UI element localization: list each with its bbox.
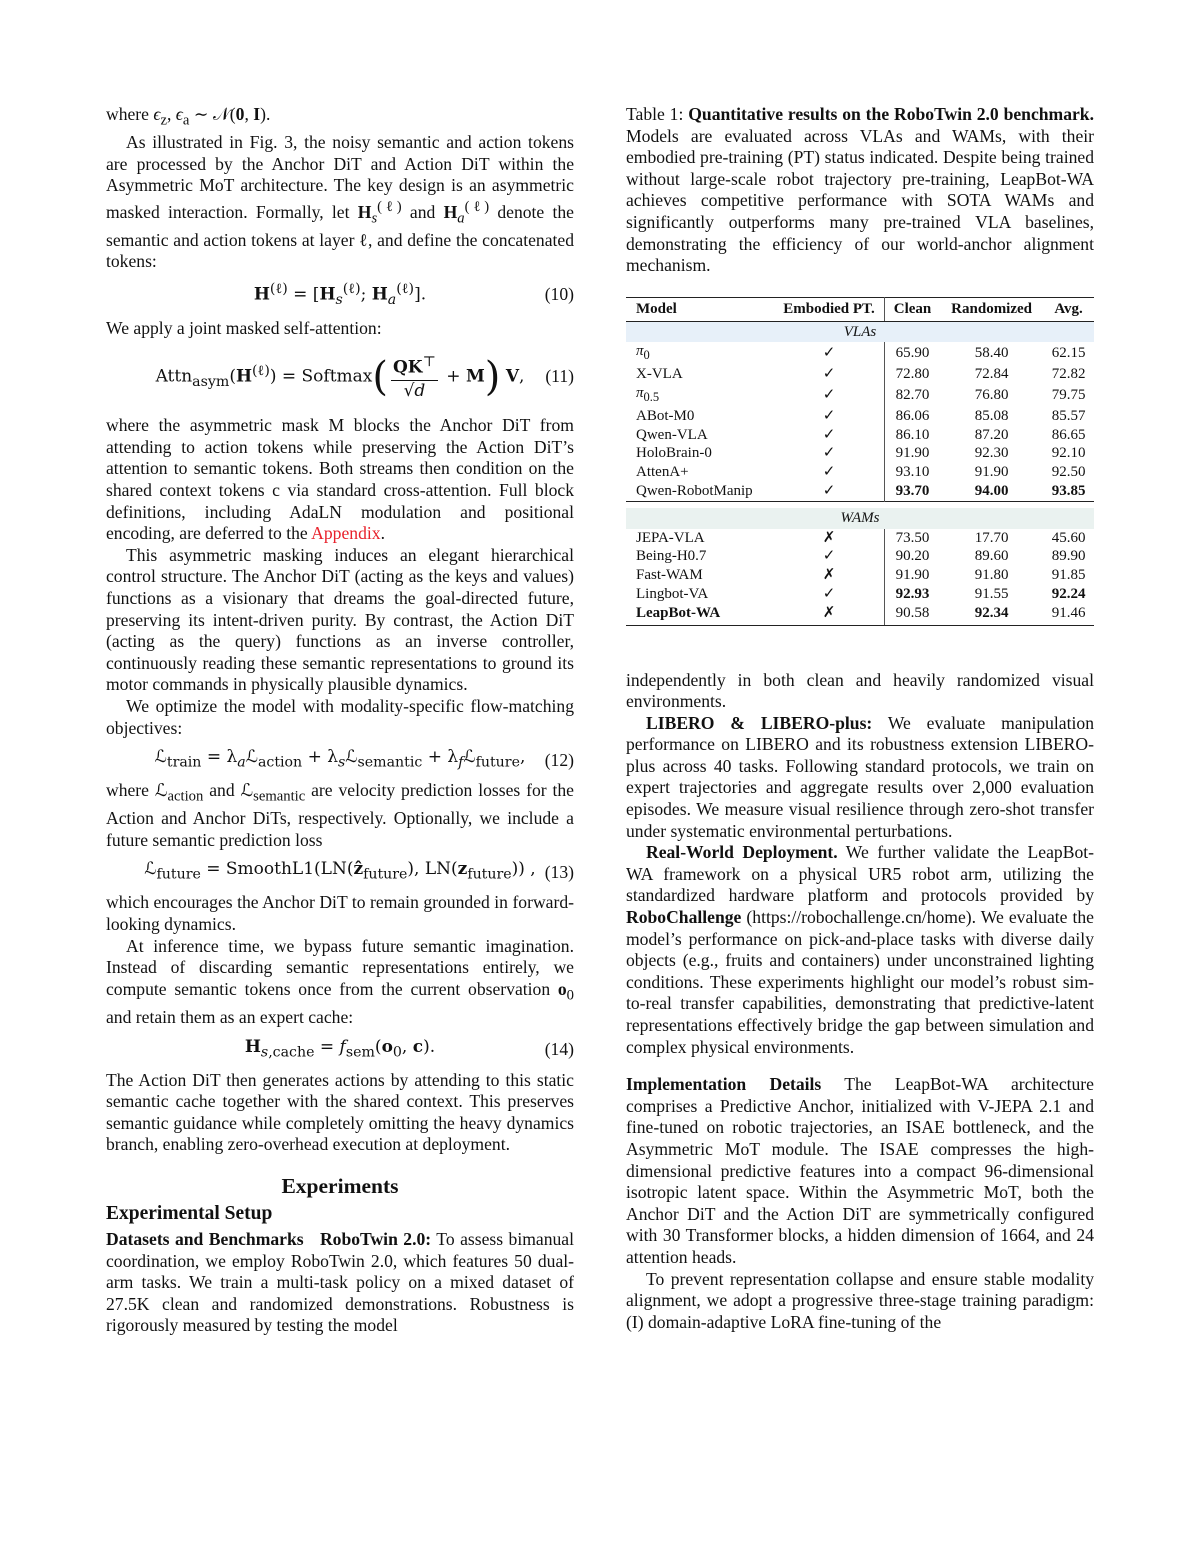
cell-randomized: 72.84 [974, 366, 1009, 383]
cell-model: X-VLA [636, 366, 683, 383]
equation-number: (14) [544, 1039, 574, 1060]
table-row [626, 482, 1094, 501]
equation-number: (10) [544, 284, 574, 305]
cell-embodied-pt: ✓ [774, 384, 885, 407]
cell-embodied-pt: ✗ [774, 566, 885, 585]
cell-clean: 91.90 [895, 567, 930, 584]
results-table [626, 297, 1094, 626]
cell-embodied-pt: ✓ [774, 407, 885, 426]
cell-avg: 92.10 [1051, 445, 1086, 462]
cell-randomized: 92.34 [940, 604, 1043, 625]
table-row [626, 529, 1094, 548]
cell-avg: 91.85 [1051, 567, 1086, 584]
cell-embodied-pt: ✗ [774, 604, 885, 625]
cell-avg: 85.57 [1051, 407, 1086, 424]
right-column [626, 104, 1094, 1333]
para-inference: At inference time, we bypass future semantic imagination. Instead of discarding semantic representations entirely, we compute semantic tokens once from the current observation $o_0$ and retain them as an expert cache: [106, 935, 574, 1027]
section-heading-experiments: Experiments [281, 1173, 399, 1198]
cell-randomized: 76.80 [974, 386, 1009, 403]
para-noise-definition: where $\epsilon_z$, $\epsilon_a$ ∼ 𝒩(0, I). [106, 104, 271, 129]
cell-randomized: 87.20 [974, 426, 1009, 443]
cell-randomized: 94.00 [974, 482, 1009, 499]
cell-model: $\pi_0$ [636, 343, 650, 363]
cell-randomized: 91.55 [974, 585, 1009, 602]
para-implementation: Implementation Details The LeapBot-WA architecture comprises a Predictive Anchor, initialized with V-JEPA 2.1 and fine-tuned on robotic trajectories, an ISAE bottleneck, and the Asymmetric MoT module. The ISAE compresses the high-dimensional predictive features into a compact 96-dimensional isotropic latent space. Within the Asymmetric MoT, both the Anchor DiT and the Action DiT are symmetrically configured with 30 Transformer blocks, a hidden dimension of 1664, and 24 attention heads. [626, 1074, 1094, 1267]
para-grounded-dynamics: which encourages the Anchor DiT to remain grounded in forward-looking dynamics. [106, 892, 574, 935]
cell-clean: 90.20 [895, 548, 930, 565]
cell-randomized: 91.80 [974, 567, 1009, 584]
cell-model: Being-H0.7 [636, 548, 707, 565]
cell-model: $\pi_{0.5}$ [636, 384, 660, 404]
para-libero: LIBERO & LIBERO-plus: We evaluate manipulation performance on LIBERO and its robustness extension LIBERO-plus across 40 tasks. Following standard protocols, we train on expert trajectories and aggregate results over 2,000 evaluation episodes. We measure visual resilience through zero-shot transfer under systematic environmental perturbations. [626, 712, 1094, 841]
header-avg: Avg. [1043, 297, 1094, 321]
header-clean: Clean [885, 297, 941, 321]
para-real-world: Real-World Deployment. We further validate the LeapBot-WA framework on a physical UR5 robot arm, utilizing the standardized hardware platform and protocols provided by RoboChallenge (https://robochallenge.cn/home). We evaluate the model’s performance on pick-and-place tasks with diverse daily objects (e.g., fruits and containers) under unconstrained lighting conditions. These experiments highlight our model’s robust sim-to-real transfer capabilities, demonstrating that predictive-latent representations effectively bridge the gap between simulation and complex physical environments. [626, 842, 1094, 1057]
cell-avg: 92.50 [1051, 464, 1086, 481]
group-row-vlas: VLAs [626, 321, 1094, 342]
cell-randomized: 17.70 [974, 529, 1009, 546]
cell-clean: 93.70 [895, 482, 930, 499]
para-velocity-losses: where ℒ$_{action}$ and ℒ$_{semantic}$ are velocity prediction losses for the Action and Anchor DiTs, respectively. Optionally, we include a future semantic prediction loss [106, 780, 574, 850]
cell-embodied-pt: ✓ [774, 585, 885, 604]
cell-embodied-pt: ✗ [774, 529, 885, 548]
cell-randomized: 89.60 [974, 548, 1009, 565]
cell-embodied-pt: ✓ [774, 482, 885, 501]
equation-11: $Attn_{asym}(H^{(\ell)})$ = Softmax( $\frac{QK^⊤}{√d}$ + M) V, (11) [155, 354, 574, 401]
cell-avg: 92.24 [1051, 585, 1086, 602]
equation-number: (11) [545, 366, 574, 387]
cell-avg: 79.75 [1051, 386, 1086, 403]
group-row-wams: WAMs [626, 508, 1094, 529]
para-flow-matching: We optimize the model with modality-specific flow-matching objectives: [106, 696, 574, 738]
cell-model: HoloBrain-0 [636, 445, 712, 462]
cell-clean: 92.93 [895, 585, 930, 602]
para-hierarchical-control: This asymmetric masking induces an elegant hierarchical control structure. The Anchor DiT (acting as the keys and values) functions as a visionary that dreams the goal-directed future, preserving its intent-driven purity. By contrast, the Action DiT (acting as the query) functions as an inverse controller, continuously reading these semantic representations to ground its motor commands in physically plausible dynamics. [106, 544, 574, 695]
table-row [626, 585, 1094, 604]
table-row [626, 463, 1094, 482]
cell-clean: 86.10 [895, 426, 930, 443]
cell-embodied-pt: ✓ [774, 444, 885, 463]
cell-embodied-pt: ✓ [774, 547, 885, 566]
para-training-paradigm: To prevent representation collapse and ensure stable modality alignment, we adopt a progressive three-stage training paradigm: (I) domain-adaptive LoRA fine-tuning of the [626, 1268, 1094, 1332]
cell-embodied-pt: ✓ [774, 463, 885, 482]
para-asymmetric-moot: As illustrated in Fig. 3, the noisy semantic and action tokens are processed by the Anchor DiT and Action DiT within the Asymmetric MoT architecture. The key design is an asymmetric masked interaction. Formally, let $H_s^{(\ell)}$ and $H_a^{(\ell)}$ denote the semantic and action tokens at layer ℓ, and define the concatenated tokens: [106, 132, 574, 272]
cell-avg: 86.65 [1051, 426, 1086, 443]
subsection-heading-setup: Experimental Setup [106, 1203, 273, 1225]
cell-clean: 65.90 [895, 345, 930, 362]
cell-randomized: 92.30 [974, 445, 1009, 462]
cell-avg: 93.85 [1051, 482, 1086, 499]
equation-12: ℒ$_{train}$ = $\lambda_aℒ_{action}$ + $\lambda_sℒ_{semantic}$ + $\lambda_fℒ_{future}$, (12) [154, 747, 574, 771]
para-semantic-cache: The Action DiT then generates actions by attending to this static semantic cache together with the shared context. This preserves semantic guidance while completely omitting the heavy dynamics branch, enabling zero-overhead execution at deployment. [106, 1069, 574, 1155]
cell-model: Qwen-VLA [636, 426, 708, 443]
equation-10: $H^{(\ell)} = [H_s^{(\ell)}$; $H_a^{(\ell)}$]. (10) [253, 281, 574, 309]
equation-number: (12) [544, 749, 574, 770]
table-row [626, 384, 1094, 407]
cell-model: JEPA-VLA [636, 529, 705, 546]
cell-clean: 86.06 [895, 407, 930, 424]
cell-clean: 82.70 [895, 386, 930, 403]
appendix-link[interactable]: Appendix [311, 523, 381, 544]
cell-avg: 89.90 [1051, 548, 1086, 565]
table-header-row [626, 297, 1094, 321]
header-embodied-pt: Embodied PT. [774, 297, 885, 321]
cell-model: LeapBot-WA [626, 604, 774, 625]
cell-embodied-pt: ✓ [774, 365, 885, 384]
para-datasets: Datasets and Benchmarks RoboTwin 2.0: To assess bimanual coordination, we employ RoboTwin 2.0, which features 50 dual-arm tasks. We train a multi-task policy on a mixed dataset of 27.5K clean and randomized demonstrations. Robustness is rigorously measured by testing the model [106, 1229, 574, 1336]
table-row [626, 407, 1094, 426]
equation-13: ℒ$_{future}$ = SmoothL1(LN(ẑ$_{future}$), $LN(z_{future})$) , (13) [144, 859, 574, 883]
cell-clean: 73.50 [895, 529, 930, 546]
table-row [626, 426, 1094, 445]
cell-avg: 45.60 [1051, 529, 1086, 546]
cell-clean: 93.10 [895, 464, 930, 481]
cell-avg: 72.82 [1051, 366, 1086, 383]
cell-clean: 72.80 [895, 366, 930, 383]
cell-avg: 91.46 [1043, 604, 1094, 625]
cell-model: Fast-WAM [636, 567, 703, 584]
cell-embodied-pt: ✓ [774, 342, 885, 365]
cell-model: ABot-M0 [636, 407, 695, 424]
table-caption: Table 1: Quantitative results on the RoboTwin 2.0 benchmark. Models are evaluated across VLAs and WAMs, with their embodied pre-training (PT) status indicated. Despite being trained without large-scale robot trajectory pre-training, LeapBot-WA achieves competitive performance with SOTA WAMs and significantly outperforms many pre-trained VLA baselines, demonstrating the efficiency of our world-anchor alignment mechanism. [626, 104, 1094, 276]
left-column [106, 104, 574, 1337]
header-model: Model [626, 297, 774, 321]
table-row [626, 604, 1094, 625]
cell-avg: 62.15 [1051, 345, 1086, 362]
para-joint-attention: We apply a joint masked self-attention: [106, 317, 382, 338]
equation-14: $H_{s,cache} = f_{sem}(o_0$, c). (14) [244, 1036, 574, 1060]
cell-randomized: 85.08 [974, 407, 1009, 424]
table-row [626, 547, 1094, 566]
table-row [626, 365, 1094, 384]
header-randomized: Randomized [940, 297, 1043, 321]
table-row [626, 342, 1094, 365]
cell-model: Qwen-RobotManip [636, 482, 753, 499]
cell-randomized: 58.40 [974, 345, 1009, 362]
table-row [626, 444, 1094, 463]
equation-number: (13) [544, 862, 574, 883]
table-row [626, 566, 1094, 585]
para-asymmetric-mask: where the asymmetric mask M blocks the Anchor DiT from attending to action tokens while preserving the Action DiT’s attention to semantic tokens. Both streams then condition on the shared context tokens c via standard cross-attention. Full block definitions, including AdaLN modulation and positional encoding, are deferred to the Appendix. [106, 415, 574, 544]
cell-randomized: 91.90 [974, 464, 1009, 481]
cell-model: AttenA+ [636, 464, 689, 481]
cell-clean: 90.58 [885, 604, 941, 625]
cell-embodied-pt: ✓ [774, 426, 885, 445]
cell-model: Lingbot-VA [636, 585, 709, 602]
para-randomized-env: independently in both clean and heavily randomized visual environments. [626, 669, 1094, 712]
cell-clean: 91.90 [895, 445, 930, 462]
